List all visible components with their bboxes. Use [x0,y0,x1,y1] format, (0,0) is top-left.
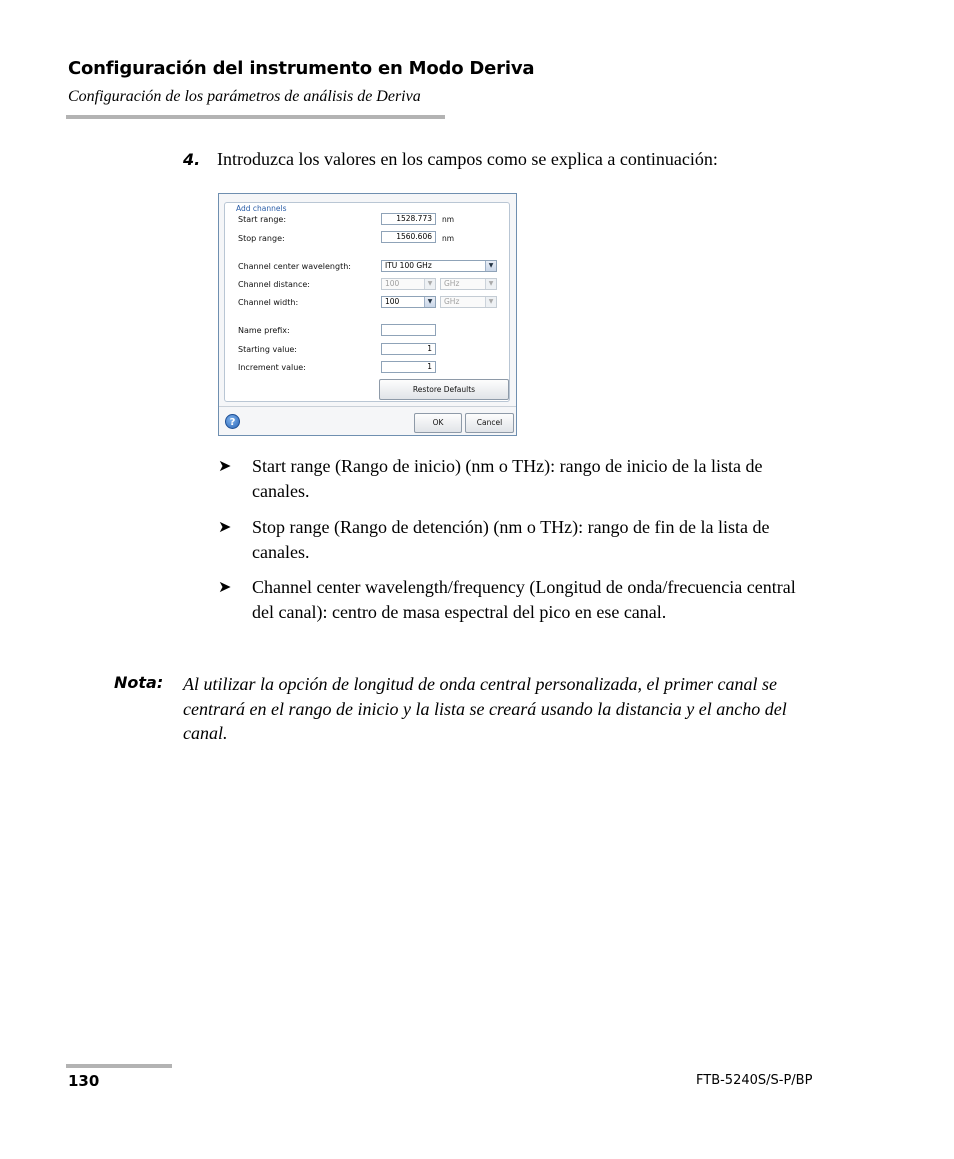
note-label: Nota: [114,673,164,692]
channel-distance-unit: GHz [444,279,460,288]
page-header-title: Configuración del instrumento en Modo Deriva [68,58,535,79]
group-title: Add channels [236,204,287,213]
restore-defaults-button[interactable]: Restore Defaults [379,379,509,400]
center-wavelength-value: ITU 100 GHz [385,261,432,270]
arrow-bullet-icon: ➤ [218,458,232,475]
page-number: 130 [68,1072,100,1090]
channel-width-unit: GHz [444,297,460,306]
increment-value-input[interactable]: 1 [381,361,436,373]
bullet-text: Start range (Rango de inicio) (nm o THz): rango de inicio de la lista de canales. [252,456,763,501]
chevron-down-icon[interactable]: ▼ [424,297,435,307]
channel-width-select[interactable] [381,296,436,308]
footer-rule [66,1064,172,1068]
channel-distance-select [381,278,436,290]
increment-value-label: Increment value: [238,363,306,372]
arrow-bullet-icon: ➤ [218,519,232,536]
stop-range-unit: nm [442,234,455,243]
cancel-button[interactable]: Cancel [465,413,514,433]
add-channels-dialog [218,193,517,436]
help-icon[interactable]: ? [225,414,240,429]
center-wavelength-select[interactable] [381,260,497,272]
chevron-down-icon: ▼ [424,279,435,289]
header-rule [66,115,445,119]
start-range-label: Start range: [238,215,287,224]
channel-distance-value: 100 [385,279,400,288]
add-channels-group [224,202,510,402]
step-instruction [183,149,718,170]
center-wavelength-label: Channel center wavelength: [238,262,351,271]
channel-width-label: Channel width: [238,298,299,307]
bullet-text: Channel center wavelength/frequency (Longitud de onda/frecuencia central del canal): centro de masa espectral del pico en ese canal. [252,577,796,622]
stop-range-label: Stop range: [238,234,285,243]
start-range-input[interactable]: 1528.773 [381,213,436,225]
bullet-text: Stop range (Rango de detención) (nm o THz): rango de fin de la lista de canales. [252,517,770,562]
chevron-down-icon[interactable]: ▼ [485,261,496,271]
step-number: 4. [183,150,201,169]
channel-width-value: 100 [385,297,400,306]
starting-value-label: Starting value: [238,345,298,354]
stop-range-input[interactable]: 1560.606 [381,231,436,243]
document-code: FTB-5240S/S-P/BP [696,1073,813,1088]
page-header-subtitle: Configuración de los parámetros de análisis de Deriva [68,88,421,105]
chevron-down-icon: ▼ [485,297,496,307]
arrow-bullet-icon: ➤ [218,579,232,596]
chevron-down-icon: ▼ [485,279,496,289]
starting-value-input[interactable]: 1 [381,343,436,355]
channel-distance-unit-select [440,278,497,290]
ok-button[interactable]: OK [414,413,462,433]
channel-distance-label: Channel distance: [238,280,310,289]
dialog-separator [219,406,516,407]
start-range-unit: nm [442,215,455,224]
step-text: Introduzca los valores en los campos como se explica a continuación: [217,149,718,169]
name-prefix-label: Name prefix: [238,326,290,335]
name-prefix-input[interactable] [381,324,436,336]
channel-width-unit-select [440,296,497,308]
note-text: Al utilizar la opción de longitud de onda central personalizada, el primer canal se centrará en el rango de inicio y la lista se creará usando la distancia y el ancho del canal. [183,674,787,743]
